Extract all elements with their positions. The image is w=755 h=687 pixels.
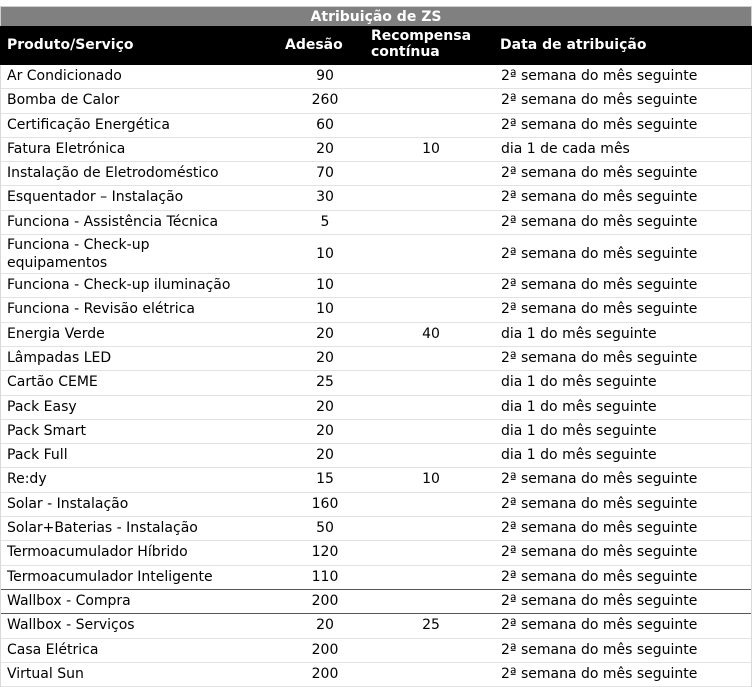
table-row <box>1 493 751 517</box>
header-produto: Produto/Serviço <box>7 37 134 53</box>
table-row <box>1 186 751 210</box>
cell-data: 2ª semana do mês seguinte <box>501 301 698 318</box>
cell-adesao: 20 <box>316 617 334 634</box>
cell-produto: Lâmpadas LED <box>7 349 112 366</box>
cell-recompensa: 40 <box>422 325 440 342</box>
cell-adesao: 10 <box>316 301 334 318</box>
cell-produto: Termoacumulador Inteligente <box>7 568 213 585</box>
cell-data: 2ª semana do mês seguinte <box>501 92 698 109</box>
cell-data: 2ª semana do mês seguinte <box>501 189 698 206</box>
cell-adesao: 260 <box>311 92 339 109</box>
table-row <box>1 517 751 541</box>
cell-data: 2ª semana do mês seguinte <box>501 592 698 609</box>
cell-adesao: 15 <box>316 471 334 488</box>
cell-produto: Fatura Eletrónica <box>7 140 126 157</box>
cell-adesao: 25 <box>316 374 334 391</box>
cell-recompensa: 25 <box>422 617 440 634</box>
cell-produto: Certificação Energética <box>7 116 170 133</box>
cell-data: dia 1 do mês seguinte <box>501 398 657 415</box>
cell-adesao: 50 <box>316 520 334 537</box>
cell-data: 2ª semana do mês seguinte <box>501 495 698 512</box>
cell-produto: Wallbox - Compra <box>7 592 131 609</box>
table-row <box>1 65 751 89</box>
cell-adesao: 5 <box>320 213 330 230</box>
cell-adesao: 20 <box>316 140 334 157</box>
cell-produto: Virtual Sun <box>7 665 84 682</box>
table-row <box>1 639 751 663</box>
cell-adesao: 200 <box>311 592 339 609</box>
cell-data: 2ª semana do mês seguinte <box>501 471 698 488</box>
table-row <box>1 541 751 565</box>
cell-produto: Casa Elétrica <box>7 641 99 658</box>
cell-data: 2ª semana do mês seguinte <box>501 349 698 366</box>
table-body <box>0 65 752 687</box>
table-row <box>1 371 751 395</box>
cell-data: 2ª semana do mês seguinte <box>501 165 698 182</box>
cell-data: dia 1 de cada mês <box>501 140 630 157</box>
cell-data: 2ª semana do mês seguinte <box>501 277 698 294</box>
cell-adesao: 30 <box>316 189 334 206</box>
cell-produto: Funciona - Revisão elétrica <box>7 301 195 318</box>
cell-produto: Ar Condicionado <box>7 68 122 84</box>
cell-produto: Cartão CEME <box>7 374 98 391</box>
cell-produto: Energia Verde <box>7 325 105 342</box>
cell-produto: Instalação de Eletrodoméstico <box>7 165 219 182</box>
table-row <box>1 590 751 614</box>
cell-adesao: 20 <box>316 422 334 439</box>
cell-produto: Pack Easy <box>7 398 77 415</box>
table-row <box>1 663 751 687</box>
cell-produto: Funciona - Check-up equipamentos <box>7 237 150 272</box>
table-title: Atribuição de ZS <box>0 6 752 26</box>
table-row <box>1 396 751 420</box>
header-recompensa: Recompensa contínua <box>371 28 472 60</box>
cell-produto: Solar - Instalação <box>7 495 129 512</box>
table-row <box>1 420 751 444</box>
table-row <box>1 468 751 492</box>
cell-data: dia 1 do mês seguinte <box>501 422 657 439</box>
cell-data: dia 1 do mês seguinte <box>501 325 657 342</box>
cell-data: 2ª semana do mês seguinte <box>501 116 698 133</box>
cell-data: 2ª semana do mês seguinte <box>501 665 698 682</box>
table-row <box>1 162 751 186</box>
cell-produto: Re:dy <box>7 471 47 488</box>
cell-adesao: 10 <box>316 246 334 263</box>
cell-produto: Pack Full <box>7 447 68 464</box>
header-data: Data de atribuição <box>500 37 647 53</box>
table-row <box>1 323 751 347</box>
cell-adesao: 120 <box>311 544 339 561</box>
cell-data: 2ª semana do mês seguinte <box>501 246 698 263</box>
table-row <box>1 298 751 322</box>
cell-recompensa: 10 <box>422 471 440 488</box>
cell-adesao: 110 <box>311 568 339 585</box>
cell-data: 2ª semana do mês seguinte <box>501 568 698 585</box>
cell-data: 2ª semana do mês seguinte <box>501 213 698 230</box>
cell-data: dia 1 do mês seguinte <box>501 447 657 464</box>
table-row <box>1 614 751 638</box>
table-row <box>1 274 751 298</box>
cell-adesao: 90 <box>316 68 334 84</box>
cell-produto: Pack Smart <box>7 422 86 439</box>
table-row <box>1 138 751 162</box>
cell-data: 2ª semana do mês seguinte <box>501 520 698 537</box>
cell-produto: Bomba de Calor <box>7 92 120 109</box>
cell-produto: Solar+Baterias - Instalação <box>7 520 198 537</box>
cell-recompensa: 10 <box>422 140 440 157</box>
cell-adesao: 200 <box>311 641 339 658</box>
cell-adesao: 10 <box>316 277 334 294</box>
cell-data: 2ª semana do mês seguinte <box>501 68 698 84</box>
cell-produto: Termoacumulador Híbrido <box>7 544 188 561</box>
cell-data: dia 1 do mês seguinte <box>501 374 657 391</box>
cell-produto: Wallbox - Serviços <box>7 617 135 634</box>
cell-adesao: 60 <box>316 116 334 133</box>
cell-adesao: 70 <box>316 165 334 182</box>
cell-produto: Funciona - Assistência Técnica <box>7 213 219 230</box>
cell-adesao: 20 <box>316 349 334 366</box>
table-row <box>1 114 751 138</box>
table-row <box>1 235 751 274</box>
table-header <box>0 26 752 65</box>
table-row <box>1 347 751 371</box>
cell-produto: Esquentador – Instalação <box>7 189 184 206</box>
cell-produto: Funciona - Check-up iluminação <box>7 277 231 294</box>
cell-adesao: 20 <box>316 398 334 415</box>
cell-data: 2ª semana do mês seguinte <box>501 617 698 634</box>
cell-adesao: 20 <box>316 325 334 342</box>
table-row <box>1 444 751 468</box>
table-row <box>1 566 751 590</box>
header-adesao: Adesão <box>285 37 343 53</box>
cell-adesao: 160 <box>311 495 339 512</box>
cell-adesao: 200 <box>311 665 339 682</box>
table-row <box>1 89 751 113</box>
cell-data: 2ª semana do mês seguinte <box>501 544 698 561</box>
table-row <box>1 211 751 235</box>
cell-adesao: 20 <box>316 447 334 464</box>
cell-data: 2ª semana do mês seguinte <box>501 641 698 658</box>
